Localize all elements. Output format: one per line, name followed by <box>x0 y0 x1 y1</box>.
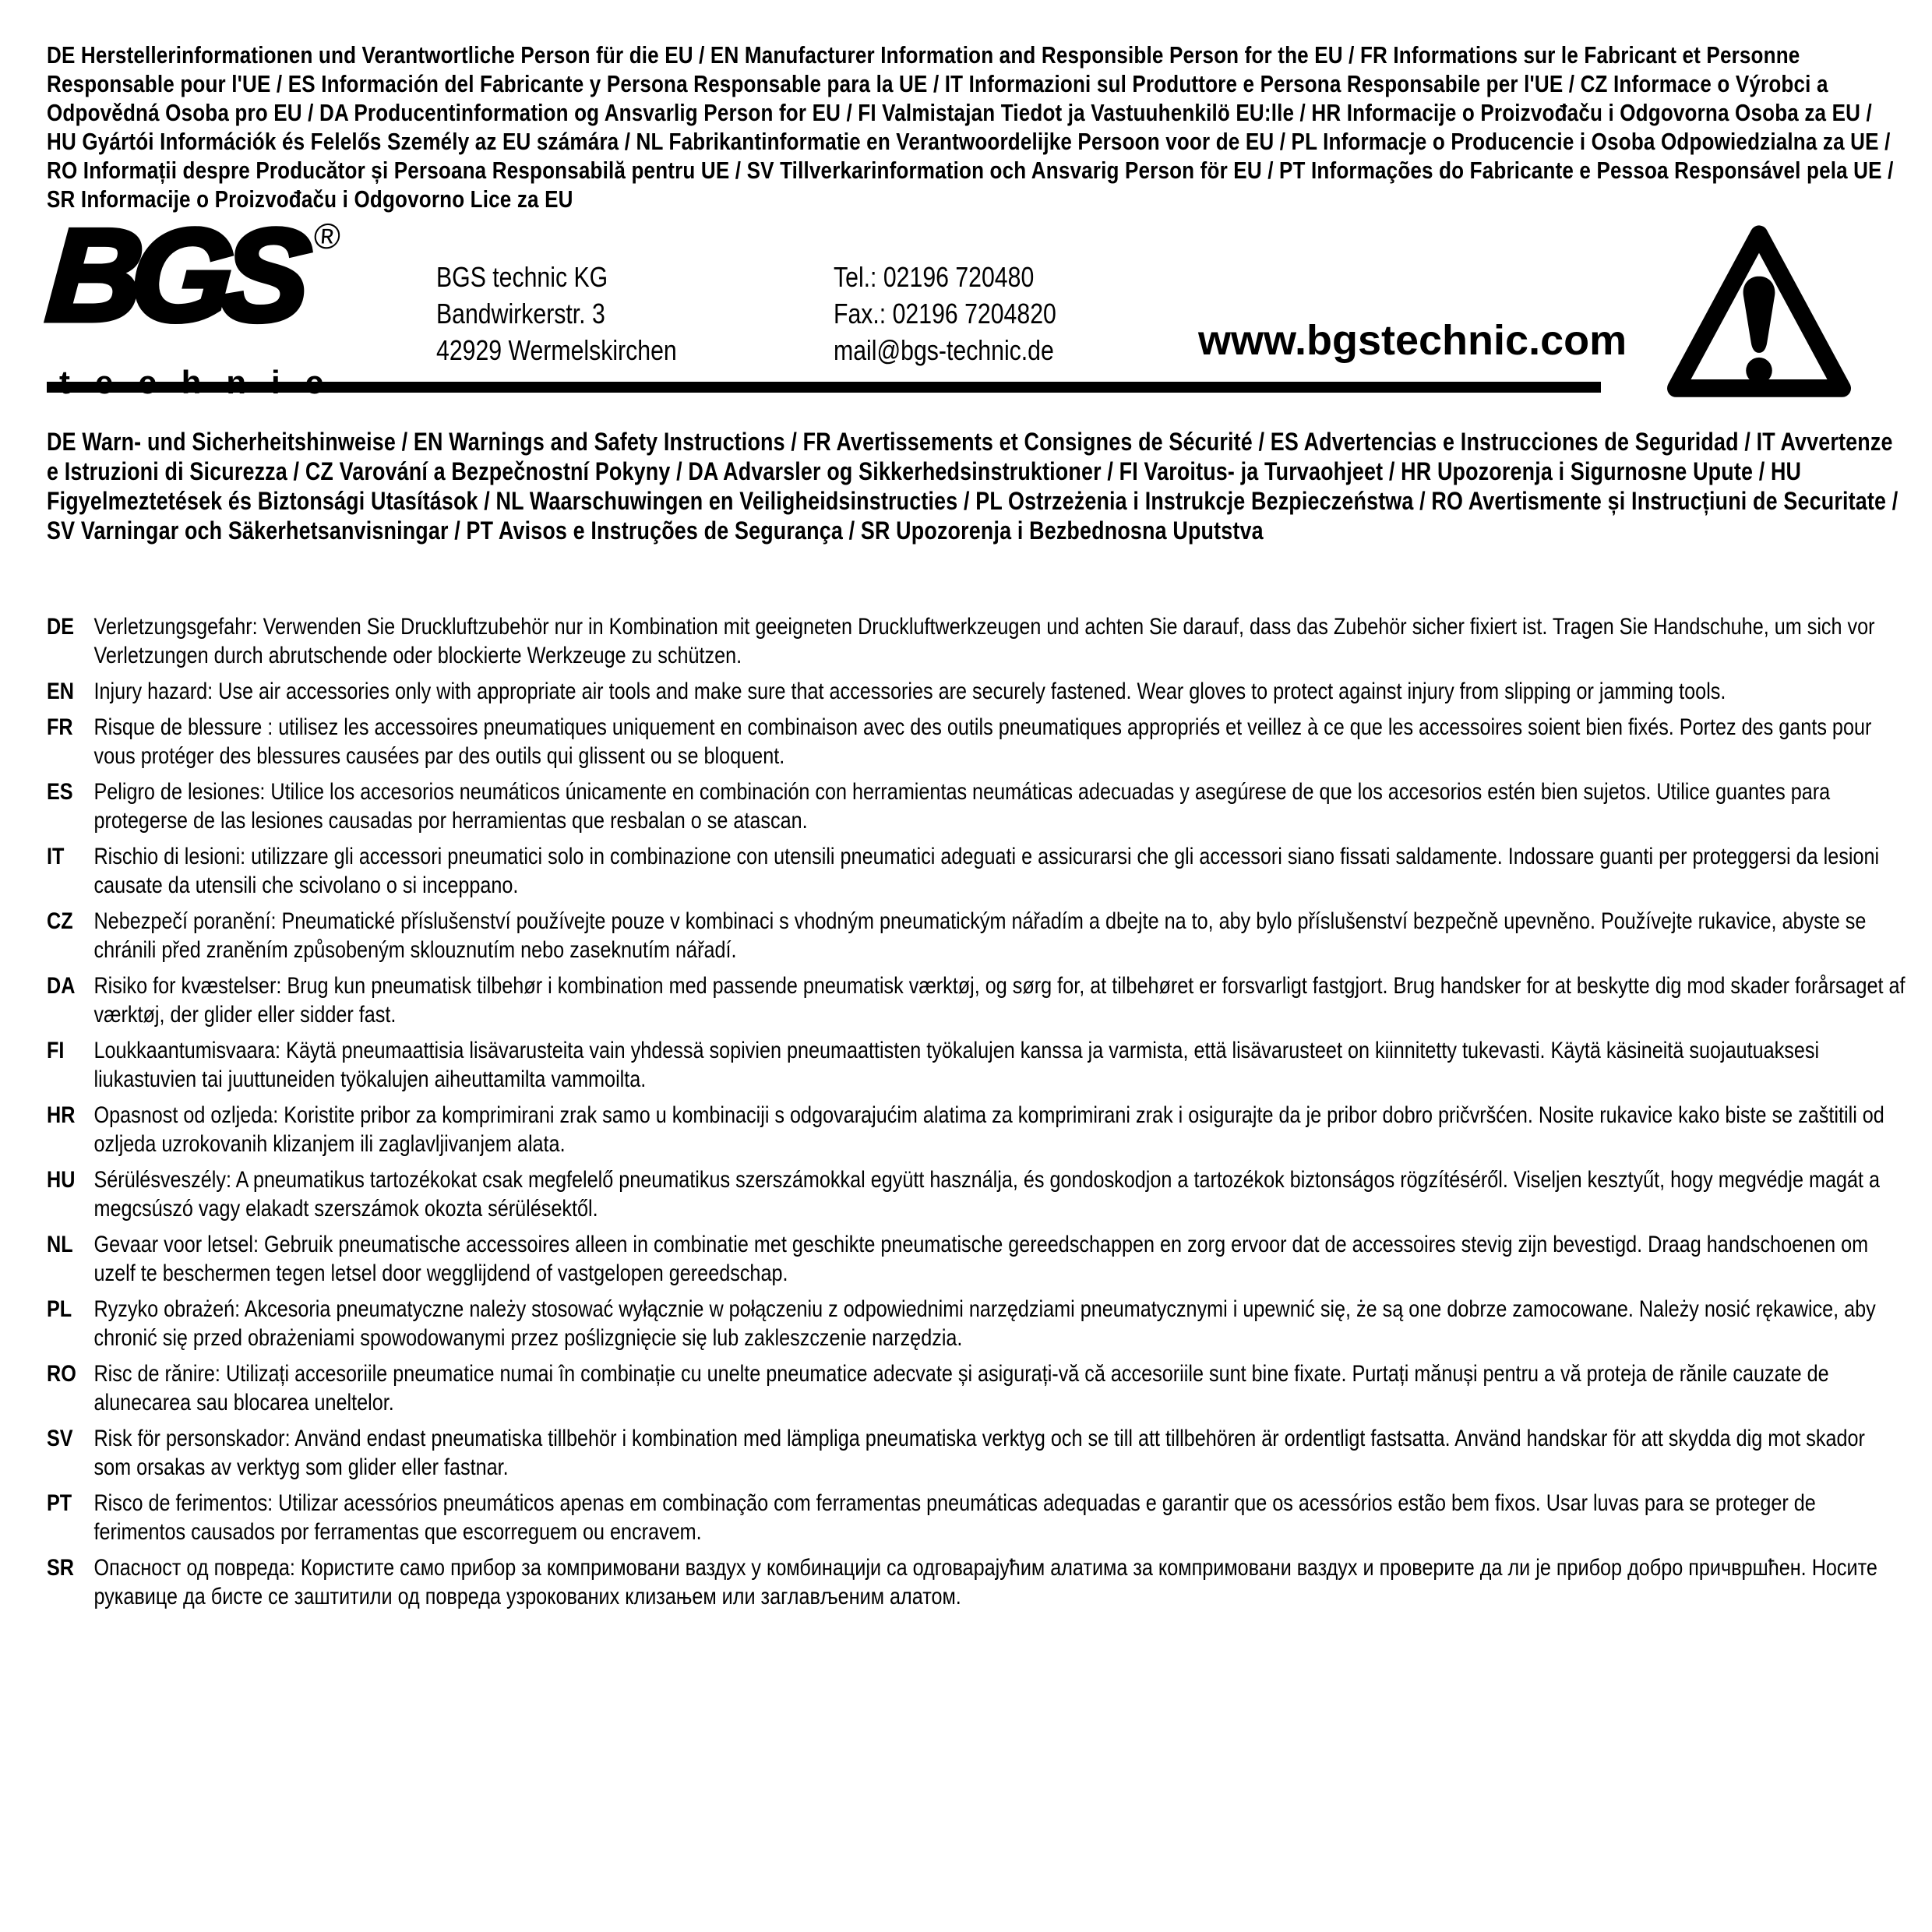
warning-language-code: DA <box>47 973 76 999</box>
warning-item <box>47 1101 1906 1158</box>
warnings-list <box>47 612 1906 1618</box>
company-name: BGS technic KG <box>436 261 608 293</box>
brand-row <box>42 202 1885 383</box>
warning-text: Nebezpečí poranění: Pneumatické příslušenství používejte pouze v kombinaci s vhodným pneumatickým nářadím a dbejte na to, aby bylo příslušenství bezpečně upevněno. Používejte rukavice, abyste se chránili před zraněním způsobeným sklouznutím nebo zaseknutím nářadí. <box>93 908 1867 963</box>
warning-text: Opasnost od ozljeda: Koristite pribor za komprimirani zrak samo u kombinaciji s odgovarajućim alatima za komprimirani zrak i osigurajte da je pribor dobro pričvršćen. Nosite rukavice kako biste se zaštitili od ozljeda uzrokovanih klizanjem ili zaglavljivanjem alata. <box>93 1102 1884 1157</box>
bgs-logo <box>42 202 382 372</box>
warning-item <box>47 713 1906 770</box>
warning-item <box>47 1036 1906 1094</box>
safety-instructions-header: DE Warn- und Sicherheitshinweise / EN Warnings and Safety Instructions / FR Avertissements et Consignes de Sécurité / ES Advertencias e Instrucciones de Seguridad / IT Avvertenze e Istruzioni di Sicurezza / CZ Varování a Bezpečnostní Pokyny / DA Advarsler og Sikkerhedsinstruktioner / FI Varoitus- ja Turvaohjeet / HR Upozorenja i Sigurnosne Upute / HU Figyelmeztetések és Biztonsági Utasítások / NL Waarschuwingen en Veiligheidsinstructies / PL Ostrzeżenia i Instrukcje Bezpieczeństwa / RO Avertismente și Instrucțiuni de Securitate / SV Varningar och Säkerhetsanvisningar / PT Avisos e Instruções de Segurança / SR Upozorenja i Bezbednosna Uputstva <box>47 428 1899 545</box>
logo-bgs-text: BGS ® <box>42 202 342 348</box>
fax-number: Fax.: 02196 7204820 <box>834 298 1056 330</box>
warning-item <box>47 777 1906 835</box>
company-address <box>436 259 677 368</box>
email-address: mail@bgs-technic.de <box>834 334 1054 366</box>
warning-language-code: PT <box>47 1490 72 1516</box>
warning-item <box>47 907 1906 964</box>
warning-text: Peligro de lesiones: Utilice los accesorios neumáticos únicamente en combinación con herramientas neumáticas adecuadas y asegúrese de que los accesorios estén bien sujetos. Utilice guantes para protegerse de las lesiones causadas por herramientas que resbalan o se atascan. <box>93 779 1831 834</box>
warning-text: Risc de rănire: Utilizați accesoriile pneumatice numai în combinație cu unelte pneumatice adecvate și asigurați-vă că accesoriile sunt bine fixate. Purtați mănuși pentru a vă proteja de rănile cauzate de alunecarea sau blocarea uneltelor. <box>93 1361 1829 1416</box>
warning-text: Risco de ferimentos: Utilizar acessórios pneumáticos apenas em combinação com ferramentas pneumáticas adequadas e garantir que os acessórios estão bem fixos. Usar luvas para se proteger de ferimentos causados por ferramentas que escorreguem ou encravem. <box>93 1490 1816 1545</box>
warning-item <box>47 1359 1906 1417</box>
company-street: Bandwirkerstr. 3 <box>436 298 605 330</box>
company-contact <box>834 259 1056 368</box>
warning-text: Loukkaantumisvaara: Käytä pneumaattisia lisävarusteita vain yhdessä sopivien pneumaattisten työkalujen kanssa ja varmista, että lisävarusteet on kiinnitetty tukevasti. Käytä käsineitä suojautuaksesi liukastuvien tai juuttuneiden työkalujen aiheuttamilta vammoilta. <box>93 1038 1820 1092</box>
warning-text: Risk för personskador: Använd endast pneumatiska tillbehör i kombination med lämpliga pneumatiska verktyg och se till att tillbehören är ordentligt fastsatta. Använd handskar för att skydda dig mot skador som orsakas av verktyg som glider eller fastnar. <box>93 1426 1865 1480</box>
phone-number: Tel.: 02196 720480 <box>834 261 1035 293</box>
warning-language-code: IT <box>47 844 65 869</box>
warning-item <box>47 842 1906 900</box>
warning-text: Rischio di lesioni: utilizzare gli accessori pneumatici solo in combinazione con utensili pneumatici adeguati e assicurarsi che gli accessori siano fissati saldamente. Indossare guanti per proteggersi da lesioni causate da utensili che scivolano o si inceppano. <box>93 844 1880 898</box>
warning-language-code: HU <box>47 1167 76 1193</box>
warning-text: Verletzungsgefahr: Verwenden Sie Druckluftzubehör nur in Kombination mit geeigneten Druckluftwerkzeugen und achten Sie darauf, dass das Zubehör sicher fixiert ist. Tragen Sie Handschuhe, um sich vor Verletzungen durch abrutschende oder blockierte Werkzeuge zu schützen. <box>93 614 1875 668</box>
warning-item <box>47 1553 1906 1611</box>
website-url: www.bgstechnic.com <box>1198 317 1627 364</box>
warning-item <box>47 1489 1906 1546</box>
warning-item <box>47 971 1906 1029</box>
warning-text: Sérülésveszély: A pneumatikus tartozékokat csak megfelelő pneumatikus szerszámokkal együtt használja, és gondoskodjon a tartozékok biztonságos rögzítéséről. Viseljen kesztyűt, hogy megvédje magát a megcsúszó vagy elakadt szerszámok okozta sérülésektől. <box>93 1167 1881 1222</box>
warning-language-code: EN <box>47 679 75 704</box>
warning-language-code: NL <box>47 1232 73 1257</box>
warning-item <box>47 1230 1906 1288</box>
warning-language-code: FI <box>47 1038 65 1063</box>
warning-language-code: ES <box>47 779 73 805</box>
warning-text: Risque de blessure : utilisez les accessoires pneumatiques uniquement en combinaison avec des outils pneumatiques appropriés et veillez à ce que les accessoires soient bien fixés. Portez des gants pour vous protéger des blessures causées par des outils qui glissent ou se bloquent. <box>93 714 1872 769</box>
warning-item <box>47 677 1906 706</box>
warning-language-code: RO <box>47 1361 76 1387</box>
warning-text: Опасност од повреда: Користите само прибор за компримовани ваздух у комбинацији са одговарајућим алатима за компримовани ваздух и проверите да ли је прибор добро причвршћен. Носите рукавице да бисте се заштитили од повреда узрокованих клизањем или заглављеним алатом. <box>93 1555 1877 1609</box>
warning-item <box>47 1424 1906 1482</box>
manufacturer-info-header: DE Herstellerinformationen und Verantwortliche Person für die EU / EN Manufacturer Information and Responsible Person for the EU / FR Informations sur le Fabricant et Personne Responsable pour l'UE / ES Información del Fabricante y Persona Responsable para la UE / IT Informazioni sul Produttore e Persona Responsabile per l'UE / CZ Informace o Výrobci a Odpovědná Osoba pro EU / DA Producentinformation og Ansvarlig Person for EU / FI Valmistajan Tiedot ja Vastuuhenkilö EU:lle / HR Informacije o Proizvođaču i Odgovorna Osoba za EU / HU Gyártói Információk és Felelős Személy az EU számára / NL Fabrikantinformatie en Verantwoordelijke Persoon voor de EU / PL Informacje o Producencie i Osoba Odpowiedzialna za UE / RO Informații despre Producător și Persoana Responsabilă pentru UE / SV Tillverkarinformation och Ansvarig Person för EU / PT Informações do Fabricante e Pessoa Responsável pela UE / SR Informacije o Proizvođaču i Odgovorno Lice za EU <box>47 41 1894 213</box>
warning-text: Gevaar voor letsel: Gebruik pneumatische accessoires alleen in combinatie met geschikte pneumatische gereedschappen en zorg ervoor dat de accessoires stevig zijn bevestigd. Draag handschoenen om uzelf te beschermen tegen letsel door wegglijdend of vastgelopen gereedschap. <box>93 1232 1869 1286</box>
warning-language-code: FR <box>47 714 73 740</box>
warning-item <box>47 612 1906 670</box>
warning-text: Ryzyko obrażeń: Akcesoria pneumatyczne należy stosować wyłącznie w połączeniu z odpowiednimi narzędziami pneumatycznymi i upewnić się, że są one dobrze zamocowane. Należy nosić rękawice, aby chronić się przed obrażeniami spowodowanymi przez poślizgnięcie się lub zakleszczenie narzędzia. <box>93 1296 1876 1351</box>
warning-language-code: PL <box>47 1296 72 1322</box>
warning-language-code: SV <box>47 1426 73 1451</box>
warning-language-code: DE <box>47 614 75 640</box>
divider-rule <box>47 382 1601 393</box>
warning-language-code: HR <box>47 1102 76 1128</box>
warning-text: Risiko for kvæstelser: Brug kun pneumatisk tilbehør i kombination med passende pneumatisk værktøj, og sørg for, at tilbehøret er forsvarligt fastgjort. Brug handsker for at beskytte dig mod skader forårsaget af værktøj, der glider eller sidder fast. <box>93 973 1906 1028</box>
warning-text: Injury hazard: Use air accessories only with appropriate air tools and make sure that accessories are securely fastened. Wear gloves to protect against injury from slipping or jamming tools. <box>93 679 1726 704</box>
warning-item <box>47 1165 1906 1223</box>
warning-language-code: SR <box>47 1555 75 1581</box>
company-city: 42929 Wermelskirchen <box>436 334 677 366</box>
warning-item <box>47 1295 1906 1352</box>
registered-trademark-icon: ® <box>312 216 342 256</box>
warning-triangle-icon <box>1666 221 1853 400</box>
warning-language-code: CZ <box>47 908 73 934</box>
